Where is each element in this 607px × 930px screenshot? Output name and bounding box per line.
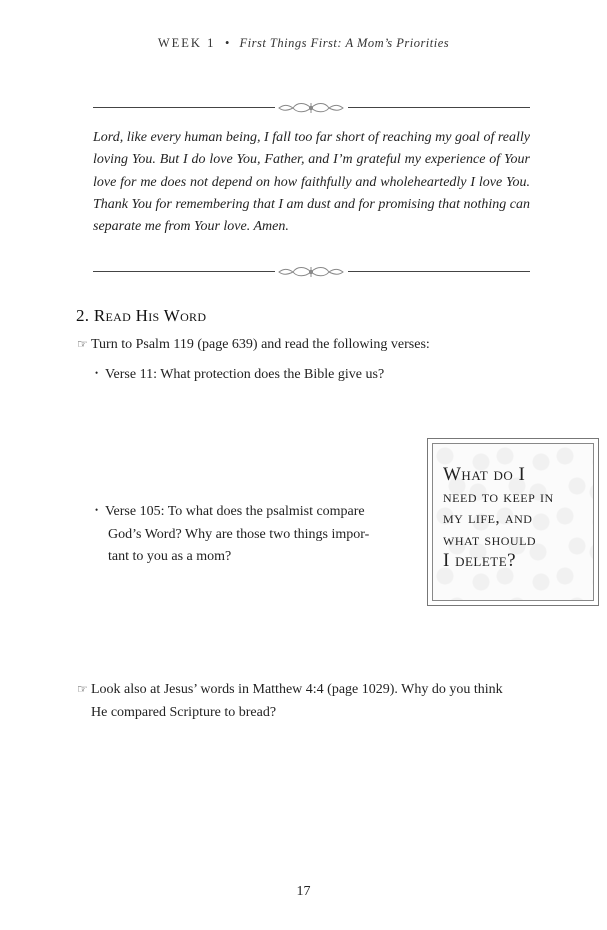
header-separator: • xyxy=(224,36,230,50)
list-item-text-line1: Look also at Jesus’ words in Matthew 4:4 (page 1029). Why do you think xyxy=(91,682,503,697)
sidebar-line: need to keep in xyxy=(443,486,554,506)
pointing-hand-icon: ☞ xyxy=(77,682,88,696)
prayer-paragraph: Lord, like every human being, I fall too far short of reaching my goal of really loving You. But I do love You, Father, and I’m grateful my experience of Your love for me does not depend on how faithfully and wholeheartedly I love You. Thank You for remembering that I am dust and for promising that nothing can separate me from Your love. Amen. xyxy=(93,130,530,235)
sub-item-text-line1: Verse 105: To what does the psalmist compare xyxy=(105,504,365,519)
sidebar-callout xyxy=(427,438,599,606)
list-item xyxy=(77,333,537,357)
sub-item-text: Verse 11: What protection does the Bible give us? xyxy=(105,367,385,382)
week-label: WEEK 1 xyxy=(157,36,216,50)
chapter-subtitle: First Things First: A Mom’s Priorities xyxy=(239,36,450,50)
sidebar-line: my life, and xyxy=(443,508,533,527)
sidebar-question xyxy=(443,464,588,572)
section-heading: 2. Read His Word xyxy=(76,306,207,325)
bullet-dot-icon: • xyxy=(95,505,99,515)
bottom-divider xyxy=(93,265,530,279)
page-number: 17 xyxy=(296,884,311,899)
flourish-ornament-icon xyxy=(275,101,348,115)
divider-line-left xyxy=(93,271,275,272)
sidebar-line: What do I xyxy=(443,464,526,485)
flourish-ornament-icon xyxy=(275,265,348,279)
divider-line-right xyxy=(348,107,530,108)
running-head xyxy=(0,36,607,51)
top-divider xyxy=(93,101,530,115)
pointing-hand-icon: ☞ xyxy=(77,337,88,351)
sidebar-line: I delete? xyxy=(443,550,517,571)
sub-item-text-line2: God’s Word? Why are those two things impor- xyxy=(108,526,370,542)
sub-list-item xyxy=(95,362,535,387)
divider-line-left xyxy=(93,107,275,108)
divider-line-right xyxy=(348,271,530,272)
bullet-dot-icon: • xyxy=(95,368,99,378)
list-item-text: Turn to Psalm 119 (page 639) and read the following verses: xyxy=(91,337,430,352)
sub-item-text-line3: tant to you as a mom? xyxy=(108,549,232,564)
sub-list-item xyxy=(95,499,425,569)
list-item-text-line2: He compared Scripture to bread? xyxy=(91,704,277,720)
sidebar-line: what should xyxy=(443,529,537,549)
list-item xyxy=(77,678,557,724)
